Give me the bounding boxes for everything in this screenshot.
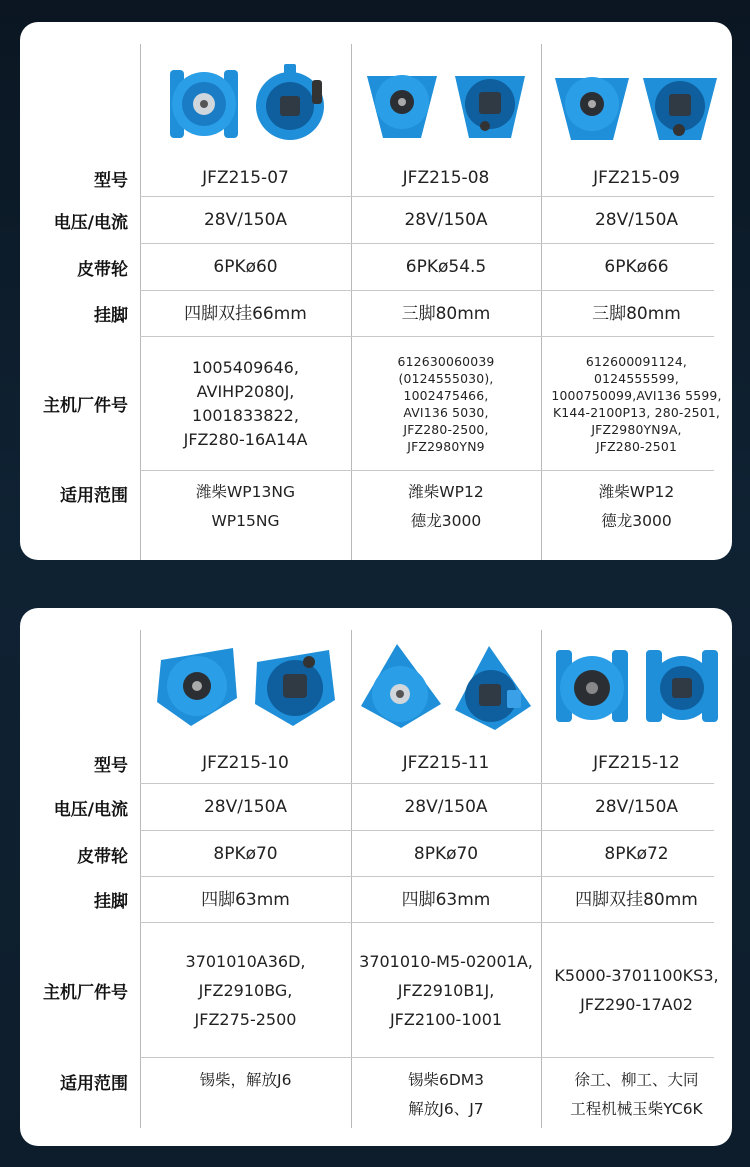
pulley-cell: 6PKø66 (604, 257, 669, 277)
oem-cell: 3701010-M5-02001A, JFZ2910B1J, JFZ2100-1001 (359, 951, 533, 1029)
pulley-cell: 6PKø60 (213, 257, 278, 277)
voltage-cell: 28V/150A (203, 797, 288, 817)
row-label-application: 适用范围 (60, 1073, 128, 1094)
row-label-pulley: 皮带轮 (77, 846, 128, 867)
row-label-mount: 挂脚 (94, 306, 128, 326)
alternator-rear-image (449, 640, 535, 732)
voltage-cell: 28V/150A (594, 210, 679, 230)
application-cell: 徐工、柳工、大同 工程机械玉柴YC6K (570, 1071, 703, 1118)
mount-cell: 四脚双挂80mm (575, 889, 698, 910)
row-label-oem: 主机厂件号 (43, 982, 128, 1003)
row-label-voltage: 电压/电流 (53, 212, 128, 233)
row-label-application: 适用范围 (60, 485, 128, 506)
application-cell: 锡柴，解放J6 (199, 1071, 292, 1089)
application-cell: 潍柴WP13NG WP15NG (195, 483, 295, 530)
pulley-cell: 8PKø70 (413, 844, 479, 864)
alternator-rear-image (249, 640, 341, 732)
product-image-jfz215-09 (546, 44, 726, 164)
alternator-front-image (551, 64, 633, 144)
model-cell: JFZ215-08 (402, 168, 490, 188)
model-cell: JFZ215-10 (202, 753, 289, 773)
alternator-front-image (361, 64, 443, 144)
voltage-cell: 28V/150A (404, 210, 488, 230)
pulley-cell: 6PKø54.5 (405, 257, 487, 277)
pulley-cell: 8PKø70 (213, 844, 278, 864)
oem-cell: 612600091124, 0124555599, 1000750099,AVI136 5599, K144-2100P13, 280-2501, JFZ2980YN9A, JFZ280-2501 (551, 353, 722, 454)
mount-cell: 三脚80mm (401, 303, 491, 324)
voltage-cell: 28V/150A (594, 797, 679, 817)
product-image-jfz215-07 (152, 44, 342, 164)
pulley-cell: 8PKø72 (604, 844, 669, 864)
alternator-rear-image (250, 60, 330, 148)
alternator-rear-image (639, 64, 721, 144)
alternator-front-image (550, 640, 634, 732)
row-divider (140, 470, 714, 471)
application-cell: 潍柴WP12 德龙3000 (598, 483, 675, 530)
mount-cell: 四脚63mm (201, 889, 290, 910)
oem-cell: 1005409646, AVIHP2080J, 1001833822, JFZ280-16A14A (183, 357, 308, 449)
alternator-rear-image (640, 640, 724, 732)
application-cell: 潍柴WP12 德龙3000 (408, 483, 484, 530)
row-label-model: 型号 (94, 170, 128, 191)
oem-cell: 612630060039 (0124555030), 1002475466, AVI136 5030, JFZ280-2500, JFZ2980YN9 (397, 353, 495, 454)
voltage-cell: 28V/150A (203, 210, 288, 230)
product-image-jfz215-12 (544, 630, 730, 742)
application-cell: 锡柴6DM3 解放J6、J7 (407, 1071, 485, 1118)
alternator-front-image (151, 640, 243, 732)
row-divider (140, 1057, 714, 1058)
alternator-front-image (164, 60, 244, 148)
row-label-mount: 挂脚 (94, 892, 128, 912)
model-cell: JFZ215-07 (202, 168, 289, 188)
mount-cell: 四脚63mm (401, 889, 491, 910)
product-image-jfz215-11 (354, 630, 538, 742)
row-label-pulley: 皮带轮 (77, 259, 128, 280)
mount-cell: 四脚双挂66mm (184, 303, 307, 324)
voltage-cell: 28V/150A (404, 797, 488, 817)
product-image-jfz215-10 (144, 630, 348, 742)
row-label-voltage: 电压/电流 (53, 799, 128, 820)
alternator-front-image (357, 640, 443, 732)
alternator-rear-image (449, 64, 531, 144)
spec-table-card-1 (20, 22, 732, 560)
spec-table-card-2 (20, 608, 732, 1146)
oem-cell: 3701010A36D, JFZ2910BG, JFZ275-2500 (185, 951, 306, 1029)
mount-cell: 三脚80mm (592, 303, 681, 324)
product-image-jfz215-08 (356, 44, 536, 164)
row-label-oem: 主机厂件号 (43, 396, 128, 416)
row-label-model: 型号 (94, 755, 128, 776)
model-cell: JFZ215-09 (593, 168, 680, 188)
model-cell: JFZ215-12 (593, 753, 680, 773)
model-cell: JFZ215-11 (402, 753, 490, 773)
oem-cell: K5000-3701100KS3, JFZ290-17A02 (554, 966, 719, 1014)
